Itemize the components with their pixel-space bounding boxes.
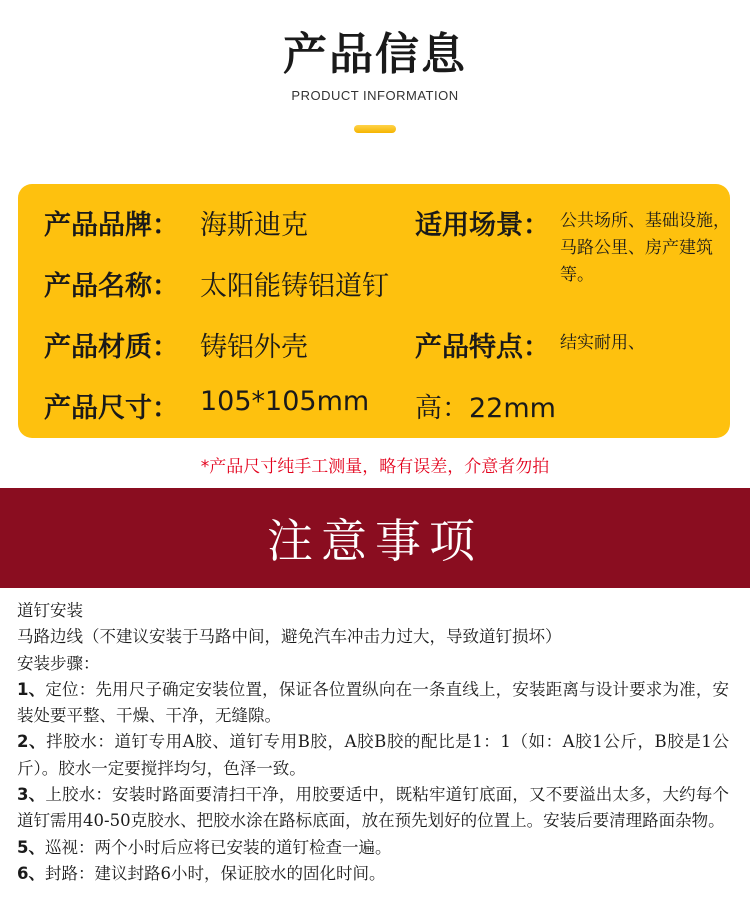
brand-label: 产品品牌：	[44, 210, 179, 241]
step-text: 拌胶水：道钉专用A胶、道钉专用B胶，A胶B胶的配比是1：1（如：A胶1公斤，B胶是1公斤）。胶水一定要搅拌均匀，色泽一致。	[17, 732, 729, 778]
material-value: 铸铝外壳	[200, 332, 308, 363]
step-item	[17, 729, 729, 782]
step-item	[17, 782, 729, 835]
material-label: 产品材质：	[44, 332, 179, 363]
name-value: 太阳能铸铝道钉	[200, 271, 389, 302]
step-number: 3、	[17, 785, 46, 805]
name-label: 产品名称：	[44, 271, 179, 302]
step-number: 2、	[17, 732, 47, 752]
brand-value: 海斯迪克	[200, 210, 308, 241]
scene-value: 公共场所、基础设施，马路公里、房产建筑等。	[560, 211, 730, 285]
notice-title: 注意事项	[267, 514, 483, 568]
size-label: 产品尺寸：	[44, 393, 179, 424]
step-text: 巡视：两个小时后应将已安装的道钉检查一遍。	[44, 837, 392, 857]
feature-value: 结实耐用、	[560, 333, 645, 353]
install-heading: 道钉安装	[17, 601, 83, 620]
step-number: 1、	[17, 679, 46, 699]
scene-label: 适用场景：	[415, 210, 550, 241]
title-accent-bar	[354, 125, 396, 133]
step-text: 上胶水：安装时路面要清扫干净，用胶要适中，既粘牢道钉底面，又不要溢出太多，大约每个道钉需用40-50克胶水、把胶水涂在路标底面，放在预先划好的位置上。安装后要清理路面杂物。	[17, 785, 730, 831]
step-number: 5、	[17, 837, 45, 857]
step-text: 封路：建议封路6小时，保证胶水的固化时间。	[44, 863, 386, 883]
step-item	[17, 835, 729, 861]
steps-heading: 安装步骤：	[17, 653, 100, 673]
step-number: 6、	[17, 863, 45, 883]
installation-instructions	[17, 598, 729, 887]
step-item	[17, 861, 729, 887]
measurement-note: *产品尺寸纯手工测量，略有误差，介意者勿拍	[200, 457, 550, 477]
feature-label: 产品特点：	[415, 332, 550, 363]
step-item	[17, 677, 729, 730]
step-text: 定位：先用尺子确定安装位置，保证各位置纵向在一条直线上，安装距离与设计要求为准，安装处要平整、干燥、干净，无缝隙。	[17, 679, 730, 726]
page-subtitle: PRODUCT INFORMATION	[291, 88, 459, 103]
page-title: 产品信息	[283, 29, 467, 80]
size-value: 105*105mm	[200, 386, 370, 417]
height-value: 高：22mm	[415, 393, 556, 424]
install-location: 马路边线（不建议安装于马路中间，避免汽车冲击力过大，导致道钉损坏）	[17, 627, 562, 647]
